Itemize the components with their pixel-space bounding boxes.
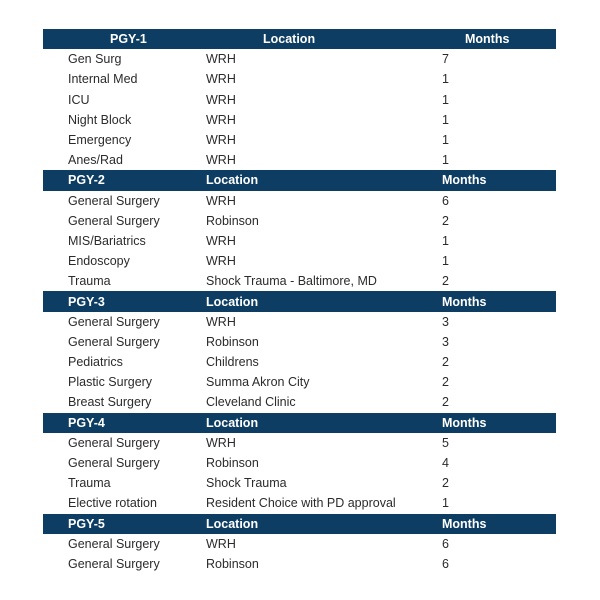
table-row <box>43 433 556 453</box>
location-cell: Childrens <box>206 355 259 370</box>
table-row <box>43 251 556 271</box>
months-cell: 6 <box>442 536 449 551</box>
table-row <box>43 372 556 392</box>
table-row <box>43 231 556 251</box>
location-cell: WRH <box>206 193 236 208</box>
location-cell: WRH <box>206 536 236 551</box>
months-header: Months <box>465 32 510 47</box>
months-cell: 2 <box>442 395 449 410</box>
location-cell: Shock Trauma - Baltimore, MD <box>206 274 377 289</box>
rotation-schedule-table <box>43 29 556 574</box>
table-row <box>43 211 556 231</box>
table-row <box>43 49 556 69</box>
months-cell: 2 <box>442 476 449 491</box>
rotation-cell: General Surgery <box>68 334 160 349</box>
location-cell: WRH <box>206 233 236 248</box>
location-cell: Robinson <box>206 456 259 471</box>
months-cell: 3 <box>442 334 449 349</box>
rotation-cell: MIS/Bariatrics <box>68 233 146 248</box>
rotation-cell: Trauma <box>68 274 111 289</box>
months-header: Months <box>442 415 487 430</box>
table-row <box>43 493 556 513</box>
year-header: PGY-5 <box>68 516 105 531</box>
rotation-cell: General Surgery <box>68 556 160 571</box>
rotation-cell: Plastic Surgery <box>68 375 153 390</box>
year-header: PGY-3 <box>68 294 105 309</box>
pgy-5-header-row <box>43 514 556 534</box>
rotation-cell: Breast Surgery <box>68 395 152 410</box>
rotation-cell: General Surgery <box>68 193 160 208</box>
pgy-3-header-row <box>43 291 556 311</box>
table-row <box>43 90 556 110</box>
table-row <box>43 110 556 130</box>
pgy-1-header-row <box>43 29 556 49</box>
months-cell: 1 <box>442 72 449 87</box>
location-cell: WRH <box>206 435 236 450</box>
location-cell: WRH <box>206 133 236 148</box>
table-row <box>43 312 556 332</box>
months-cell: 2 <box>442 213 449 228</box>
rotation-cell: Anes/Rad <box>68 153 123 168</box>
months-cell: 2 <box>442 355 449 370</box>
pgy-2-header-row <box>43 170 556 190</box>
location-cell: WRH <box>206 72 236 87</box>
year-header: PGY-4 <box>68 415 105 430</box>
rotation-cell: Night Block <box>68 112 132 127</box>
months-cell: 1 <box>442 496 449 511</box>
rotation-cell: General Surgery <box>68 213 160 228</box>
location-cell: WRH <box>206 153 236 168</box>
location-cell: Resident Choice with PD approval <box>206 496 396 511</box>
months-cell: 1 <box>442 92 449 107</box>
rotation-cell: Pediatrics <box>68 355 123 370</box>
months-cell: 7 <box>442 52 449 67</box>
months-header: Months <box>442 516 487 531</box>
year-header: PGY-1 <box>110 32 147 47</box>
year-header: PGY-2 <box>68 173 105 188</box>
rotation-cell: Trauma <box>68 476 111 491</box>
location-cell: Robinson <box>206 334 259 349</box>
location-cell: WRH <box>206 254 236 269</box>
rotation-cell: Emergency <box>68 133 132 148</box>
months-cell: 1 <box>442 233 449 248</box>
location-cell: Cleveland Clinic <box>206 395 296 410</box>
table-row <box>43 271 556 291</box>
location-cell: Robinson <box>206 213 259 228</box>
rotation-cell: Endoscopy <box>68 254 130 269</box>
location-cell: WRH <box>206 112 236 127</box>
location-cell: WRH <box>206 92 236 107</box>
location-cell: WRH <box>206 314 236 329</box>
table-row <box>43 554 556 574</box>
pgy-4-header-row <box>43 413 556 433</box>
table-row <box>43 392 556 412</box>
location-cell: Summa Akron City <box>206 375 310 390</box>
rotation-cell: Elective rotation <box>68 496 157 511</box>
months-cell: 1 <box>442 153 449 168</box>
months-cell: 1 <box>442 254 449 269</box>
months-cell: 5 <box>442 435 449 450</box>
location-cell: Robinson <box>206 556 259 571</box>
months-cell: 3 <box>442 314 449 329</box>
rotation-cell: ICU <box>68 92 90 107</box>
table-row <box>43 69 556 89</box>
location-cell: Shock Trauma <box>206 476 287 491</box>
months-header: Months <box>442 294 487 309</box>
table-row <box>43 534 556 554</box>
location-header: Location <box>206 173 259 188</box>
months-header: Months <box>442 173 487 188</box>
table-row <box>43 130 556 150</box>
rotation-cell: Internal Med <box>68 72 138 87</box>
months-cell: 2 <box>442 274 449 289</box>
location-header: Location <box>206 415 259 430</box>
table-row <box>43 332 556 352</box>
rotation-cell: General Surgery <box>68 536 160 551</box>
rotation-cell: Gen Surg <box>68 52 122 67</box>
rotation-cell: General Surgery <box>68 314 160 329</box>
table-row <box>43 473 556 493</box>
location-header: Location <box>206 516 259 531</box>
location-cell: WRH <box>206 52 236 67</box>
months-cell: 2 <box>442 375 449 390</box>
table-row <box>43 191 556 211</box>
table-row <box>43 352 556 372</box>
months-cell: 6 <box>442 193 449 208</box>
months-cell: 1 <box>442 133 449 148</box>
table-row <box>43 150 556 170</box>
months-cell: 4 <box>442 456 449 471</box>
months-cell: 6 <box>442 556 449 571</box>
rotation-cell: General Surgery <box>68 456 160 471</box>
rotation-cell: General Surgery <box>68 435 160 450</box>
months-cell: 1 <box>442 112 449 127</box>
location-header: Location <box>263 32 316 47</box>
table-row <box>43 453 556 473</box>
location-header: Location <box>206 294 259 309</box>
